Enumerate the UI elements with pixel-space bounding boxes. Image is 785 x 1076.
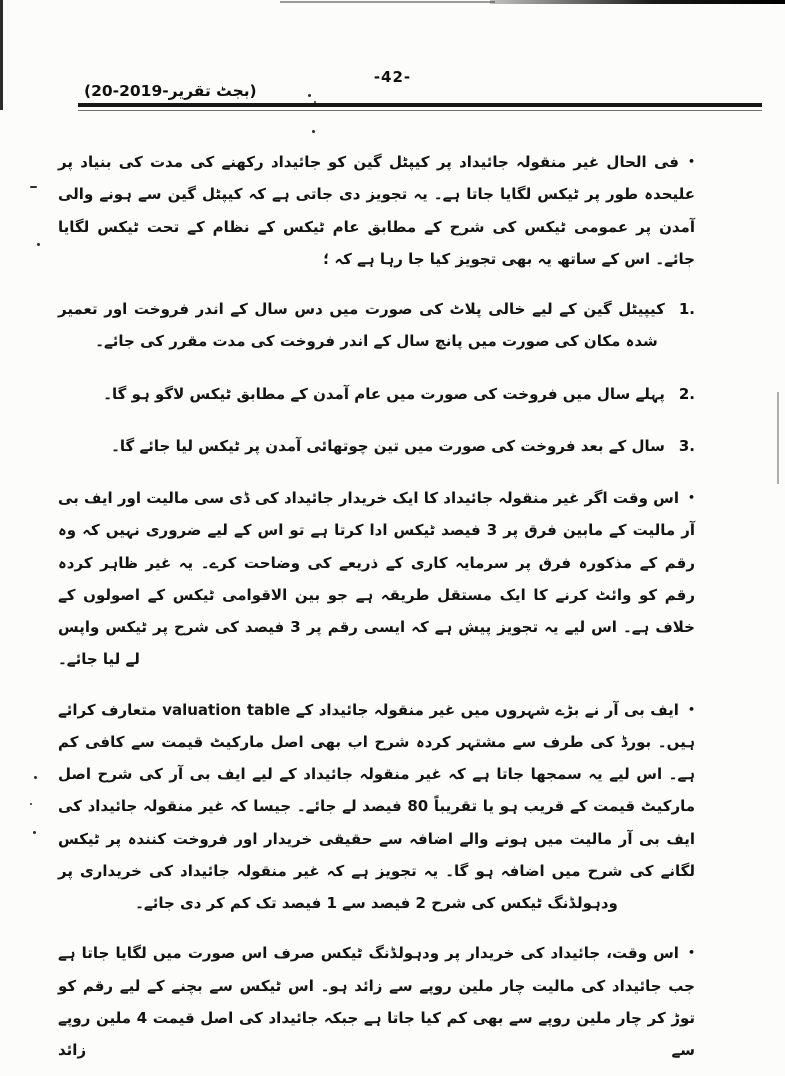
ink-speck: [37, 243, 40, 246]
ink-speck: [30, 186, 37, 188]
header-divider-rule: [78, 103, 762, 111]
ink-speck: [308, 94, 311, 97]
paragraph-text: اس وقت، جائیداد کی خریدار پر ودہولڈنگ ٹیکس صرف اس صورت میں لگایا جاتا ہے جب جائیداد کی مالیت چار ملین روپے سے زائد ہو۔ اس ٹیکس سے بچنے کے لیے رقم کو توڑ کر چار ملین روپے سے بھی کم کیا جاتا ہے جبکہ جائیداد کی اصل قیمت 4 ملین روپے سے زائد: [58, 944, 695, 1059]
scan-edge-artifact-right: [777, 392, 779, 484]
numbered-list: [58, 293, 695, 462]
page-number: -42-: [373, 68, 412, 86]
bullet-paragraph-valuation-table: [58, 694, 695, 920]
bullet-icon: •: [687, 491, 695, 504]
list-item-text: کیپیٹل گین کے لیے خالی پلاٹ کی صورت میں دس سال کے اندر فروخت اور تعمیر شدہ مکان کی صورت میں پانچ سال کے اندر فروخت کی مدت مقرر کی جائے۔: [58, 300, 665, 351]
scan-edge-artifact-left: [0, 0, 3, 110]
bullet-paragraph-capital-gain: [58, 146, 695, 275]
ink-speck: [312, 130, 315, 133]
bullet-paragraph-withholding-threshold: [58, 937, 695, 1066]
paragraph-text: اس وقت اگر غیر منقولہ جائیداد کا ایک خریدار جائیداد کی ڈی سی مالیت اور ایف بی آر مالیت کے مابین فرق پر 3 فیصد ٹیکس ادا کرتا ہے تو اس کے لیے ضروری نہیں کہ وہ رقم کے مذکورہ فرق پر سرمایہ کاری کے ذریعے کی وضاحت کرے۔ یہ غیر ظاہر کردہ رقم کو وائٹ کرنے کا ایک مستقل طریقہ ہے جو بین الاقوامی ٹیکس کے اصولوں کے خلاف ہے۔ اس لیے یہ تجویز پیش ہے کہ ایسی رقم پر 3 فیصد کی شرح پر ٹیکس واپس لے لیا جائے۔: [58, 489, 695, 669]
ink-speck: [34, 776, 37, 779]
list-number: 1.: [678, 300, 695, 318]
document-body: [58, 146, 695, 1076]
ink-speck: [30, 803, 32, 805]
bullet-icon: •: [687, 155, 695, 168]
paragraph-text: فی الحال غیر منقولہ جائیداد پر کیپٹل گین کو جائیداد رکھنے کی مدت کی بنیاد پر علیحدہ طور پر ٹیکس لگایا جاتا ہے۔ یہ تجویز دی جاتی ہے کہ کیپٹل گین سے ہونے والی آمدن پر عمومی ٹیکس کی شرح کے مطابق عام ٹیکس کے نظام کے تحت ٹیکس لگایا جائے۔ اس کے ساتھ یہ بھی تجویز کیا جا رہا ہے کہ ؛: [58, 153, 695, 268]
list-item-1: [58, 293, 695, 358]
scan-edge-artifact-top-thin: [280, 1, 495, 3]
list-item-3: [58, 430, 695, 462]
bullet-paragraph-dc-fbr-value: [58, 482, 695, 676]
bullet-icon: •: [687, 946, 695, 960]
document-header-title: (بجٹ تقریر-2019-20): [84, 82, 257, 100]
scan-edge-artifact-top: [490, 0, 785, 4]
list-item-text: سال کے بعد فروخت کی صورت میں تین چوتھائی آمدن پر ٹیکس لیا جائے گا۔: [111, 436, 665, 455]
ink-speck: [33, 831, 36, 834]
list-number: 3.: [678, 436, 695, 455]
paragraph-text: ایف بی آر نے بڑے شہروں میں غیر منقولہ جائیداد کے valuation table متعارف کرائے ہیں۔ بورڈ کی طرف سے مشتہر کردہ شرح اب بھی اصل مارکیٹ قیمت سے کافی کم ہے۔ اس لیے یہ سمجھا جاتا ہے کہ غیر منقولہ جائیداد کے لیے ایف بی آر کی شرح اصل مارکیٹ قیمت کے قریب ہو یا تقریباً 80 فیصد لے جائے۔ جیسا کہ غیر منقولہ جائیداد کی ایف بی آر مالیت میں ہونے والے اضافہ سے حقیقی خریدار اور فروخت کنندہ پر ٹیکس لگانے کی شرح میں اضافہ ہو گا۔ یہ تجویز ہے کہ غیر منقولہ جائیداد کی خریداری پر ودہولڈنگ ٹیکس کی شرح 2 فیصد سے 1 فیصد تک کم کر دی جائے۔: [58, 700, 696, 912]
list-item-text: پہلے سال میں فروخت کی صورت میں عام آمدن کے مطابق ٹیکس لاگو ہو گا۔: [103, 384, 665, 403]
list-number: 2.: [678, 384, 695, 403]
list-item-2: [58, 378, 695, 410]
bullet-icon: •: [687, 702, 695, 716]
